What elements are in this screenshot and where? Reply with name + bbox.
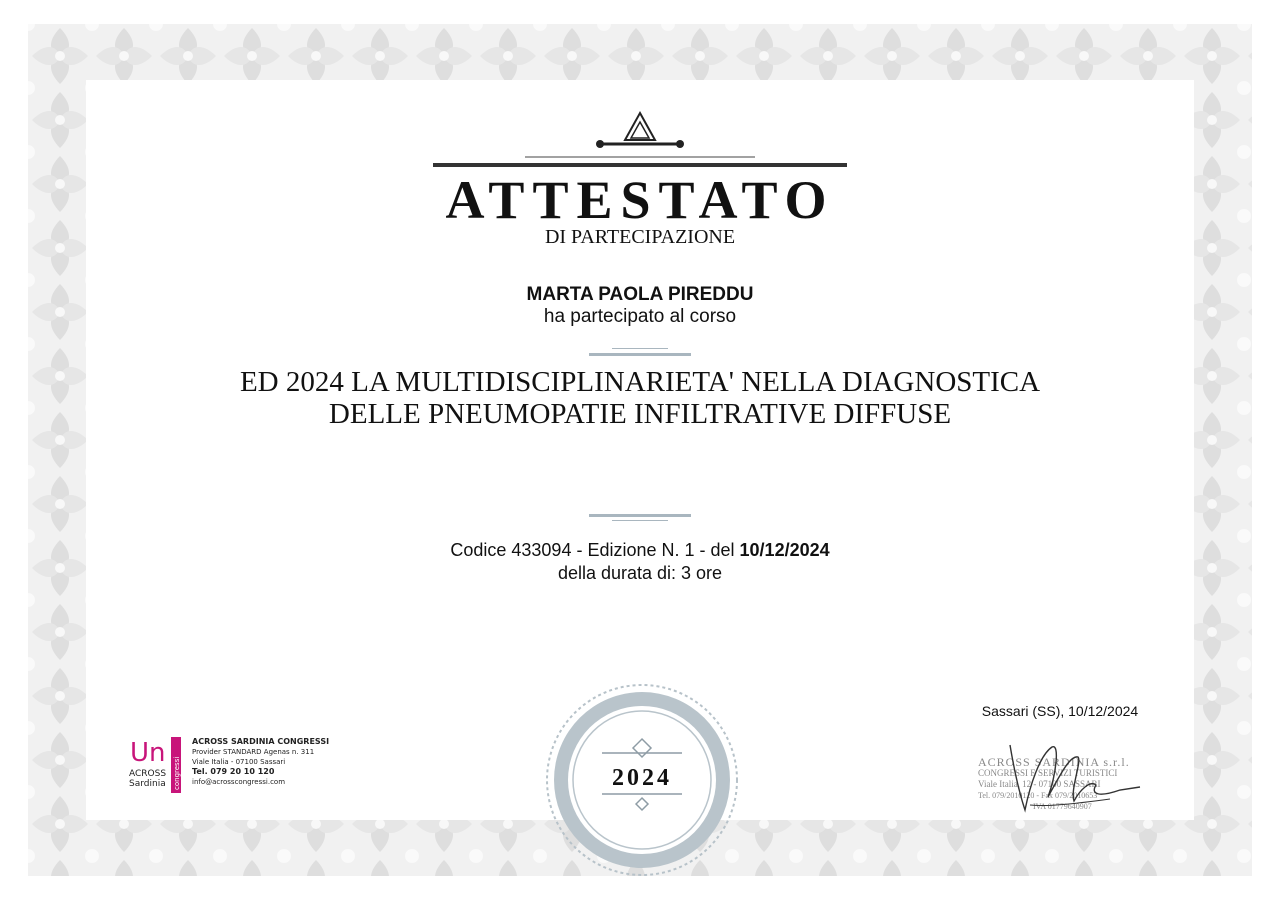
logo-mark: Un xyxy=(130,738,166,768)
divider-thick-2 xyxy=(589,514,691,517)
course-duration: della durata di: 3 ore xyxy=(557,563,723,583)
stamp-line-1: ACROSS SARDINIA s.r.l. xyxy=(978,755,1130,769)
organizer-address: Viale Italia - 07100 Sassari xyxy=(192,758,286,766)
organizer-provider: Provider STANDARD Agenas n. 311 xyxy=(192,748,315,756)
course-code xyxy=(0,540,1280,561)
course-title-line-1: ED 2024 LA MULTIDISCIPLINARIETA' NELLA DIAGNOSTICA xyxy=(239,366,1041,398)
place-date: Sassari (SS), 10/12/2024 xyxy=(981,703,1139,719)
course-title-line-2: DELLE PNEUMOPATIE INFILTRATIVE DIFFUSE xyxy=(328,398,952,430)
organizer-phone: Tel. 079 20 10 120 xyxy=(192,767,275,776)
signature xyxy=(970,735,1160,825)
organizer-details xyxy=(192,737,342,787)
company-stamp xyxy=(970,735,1160,825)
year-seal xyxy=(545,683,739,877)
course-date: 10/12/2024 xyxy=(739,540,830,560)
divider-thin-2 xyxy=(612,520,668,521)
logo-brand-line-2: Sardinia xyxy=(129,779,166,789)
participant-name: MARTA PAOLA PIREDDU xyxy=(526,284,754,305)
stamp-line-5: IVA 01779640907 xyxy=(1033,802,1092,811)
across-sardinia-logo-icon xyxy=(128,735,188,795)
certificate-subtitle: DI PARTECIPAZIONE xyxy=(544,226,736,248)
course-title xyxy=(0,366,1280,430)
stamp-line-4: Tel. 079/2010120 - Fax 079/2010653 xyxy=(978,791,1098,800)
logo-vertical-text: congressi xyxy=(173,756,181,790)
organizer-email: info@acrosscongressi.com xyxy=(192,778,286,786)
divider-thin-1 xyxy=(612,348,668,349)
course-code-prefix: Codice 433094 - Edizione N. 1 - del xyxy=(450,540,740,560)
organizer-name: ACROSS SARDINIA CONGRESSI xyxy=(192,737,330,746)
header-ornament xyxy=(430,110,850,172)
logo-brand-line-1: ACROSS xyxy=(129,769,167,779)
divider-thick-1 xyxy=(589,353,691,356)
seal-year: 2024 xyxy=(612,765,672,791)
stamp-line-3: Viale Italia, 12 - 07100 SASSARI xyxy=(978,779,1101,789)
certificate-title: ATTESTATO xyxy=(445,170,835,230)
stamp-line-2: CONGRESSI E SERVIZI TURISTICI xyxy=(978,768,1118,778)
participation-text: ha partecipato al corso xyxy=(543,306,737,327)
